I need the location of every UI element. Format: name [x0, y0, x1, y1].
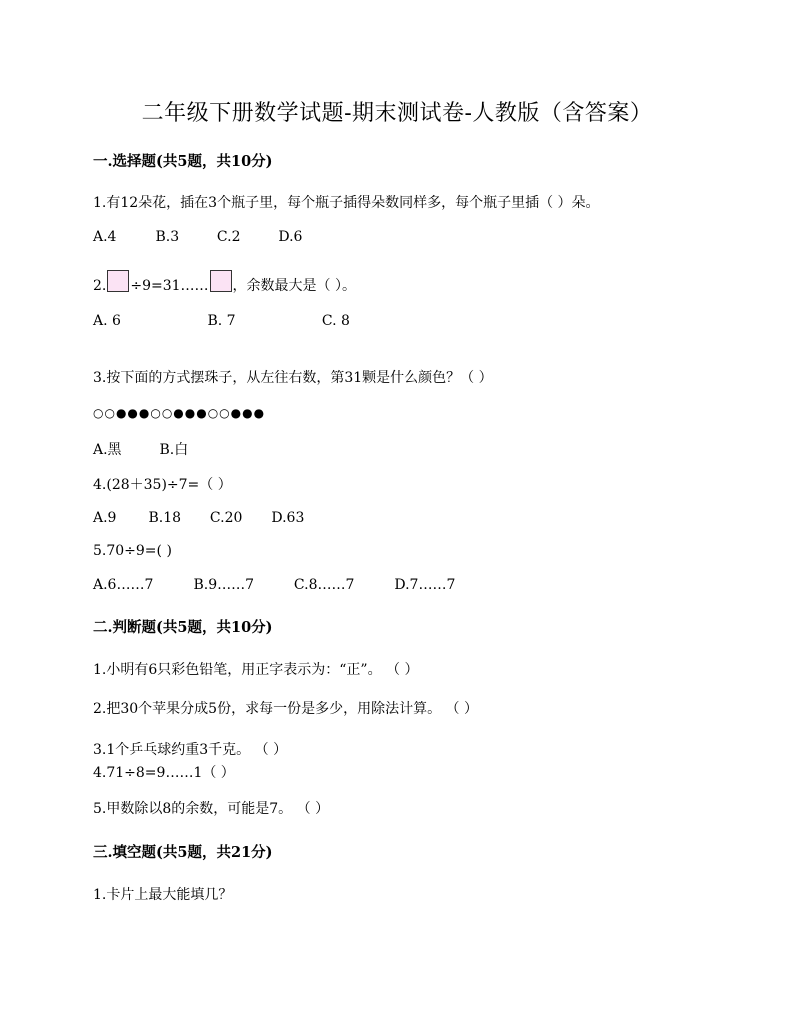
- question-3-1: 1.卡片上最大能填几？: [93, 887, 233, 903]
- question-2-4: 4.71÷8=9……1（ ）: [93, 765, 235, 781]
- question-1-3-options: [93, 439, 188, 459]
- page-title: 二年级下册数学试题-期末测试卷-人教版（含答案）: [141, 101, 653, 126]
- option-c: C. 8: [321, 313, 350, 329]
- section-heading-choice: 一.选择题(共5题，共10分): [93, 153, 273, 170]
- option-d: D.7……7: [394, 577, 456, 593]
- question-1-5: 5.70÷9=( ): [93, 543, 172, 559]
- question-1-5-options: [93, 577, 455, 593]
- option-d: D.63: [271, 510, 305, 526]
- question-1-2-options: [93, 313, 350, 329]
- option-d: D.6: [278, 229, 303, 245]
- question-2-3: 3.1个乒乓球约重3千克。 （ ）: [93, 742, 288, 758]
- question-1-4-options: [93, 510, 304, 526]
- option-a: A.4: [93, 229, 117, 245]
- question-1-1: 1.有12朵花，插在3个瓶子里，每个瓶子插得朵数同样多，每个瓶子里插（ ）朵。: [93, 195, 600, 211]
- option-c: C.2: [216, 229, 241, 245]
- option-a: A.6……7: [93, 577, 154, 593]
- option-b: B.白: [159, 442, 189, 458]
- option-b: B. 7: [207, 313, 236, 329]
- option-c: C.20: [209, 510, 243, 526]
- option-a: A.9: [93, 510, 117, 526]
- blank-box: [107, 270, 129, 292]
- option-b: B.3: [155, 229, 180, 245]
- question-1-4: 4.(28＋35)÷7=（ ）: [93, 477, 232, 493]
- question-1-2-prefix: 2.: [93, 278, 107, 294]
- bead-pattern: ○○●●●○○●●●○○●●●: [93, 406, 266, 420]
- section-heading-judge: 二.判断题(共5题，共10分): [93, 619, 273, 636]
- option-b: B.18: [148, 510, 182, 526]
- question-1-2: [93, 270, 356, 295]
- section-heading-fill: 三.填空题(共5题，共21分): [93, 844, 273, 861]
- question-1-3: 3.按下面的方式摆珠子，从左往右数，第31颗是什么颜色？（ ）: [93, 370, 493, 386]
- question-1-2-suffix: ，余数最大是（ ）。: [232, 278, 356, 294]
- question-1-2-middle: ÷9=31……: [130, 278, 209, 294]
- option-a: A. 6: [93, 313, 121, 329]
- question-2-1: 1.小明有6只彩色铅笔，用正字表示为：“正”。 （ ）: [93, 662, 419, 678]
- question-2-2: 2.把30个苹果分成5份，求每一份是多少，用除法计算。 （ ）: [93, 701, 478, 717]
- option-b: B.9……7: [193, 577, 255, 593]
- question-2-5: 5.甲数除以8的余数，可能是7。 （ ）: [93, 801, 330, 817]
- question-1-1-options: [93, 229, 302, 245]
- blank-box: [210, 270, 232, 292]
- option-c: C.8……7: [293, 577, 355, 593]
- option-a: A.黑: [93, 442, 122, 458]
